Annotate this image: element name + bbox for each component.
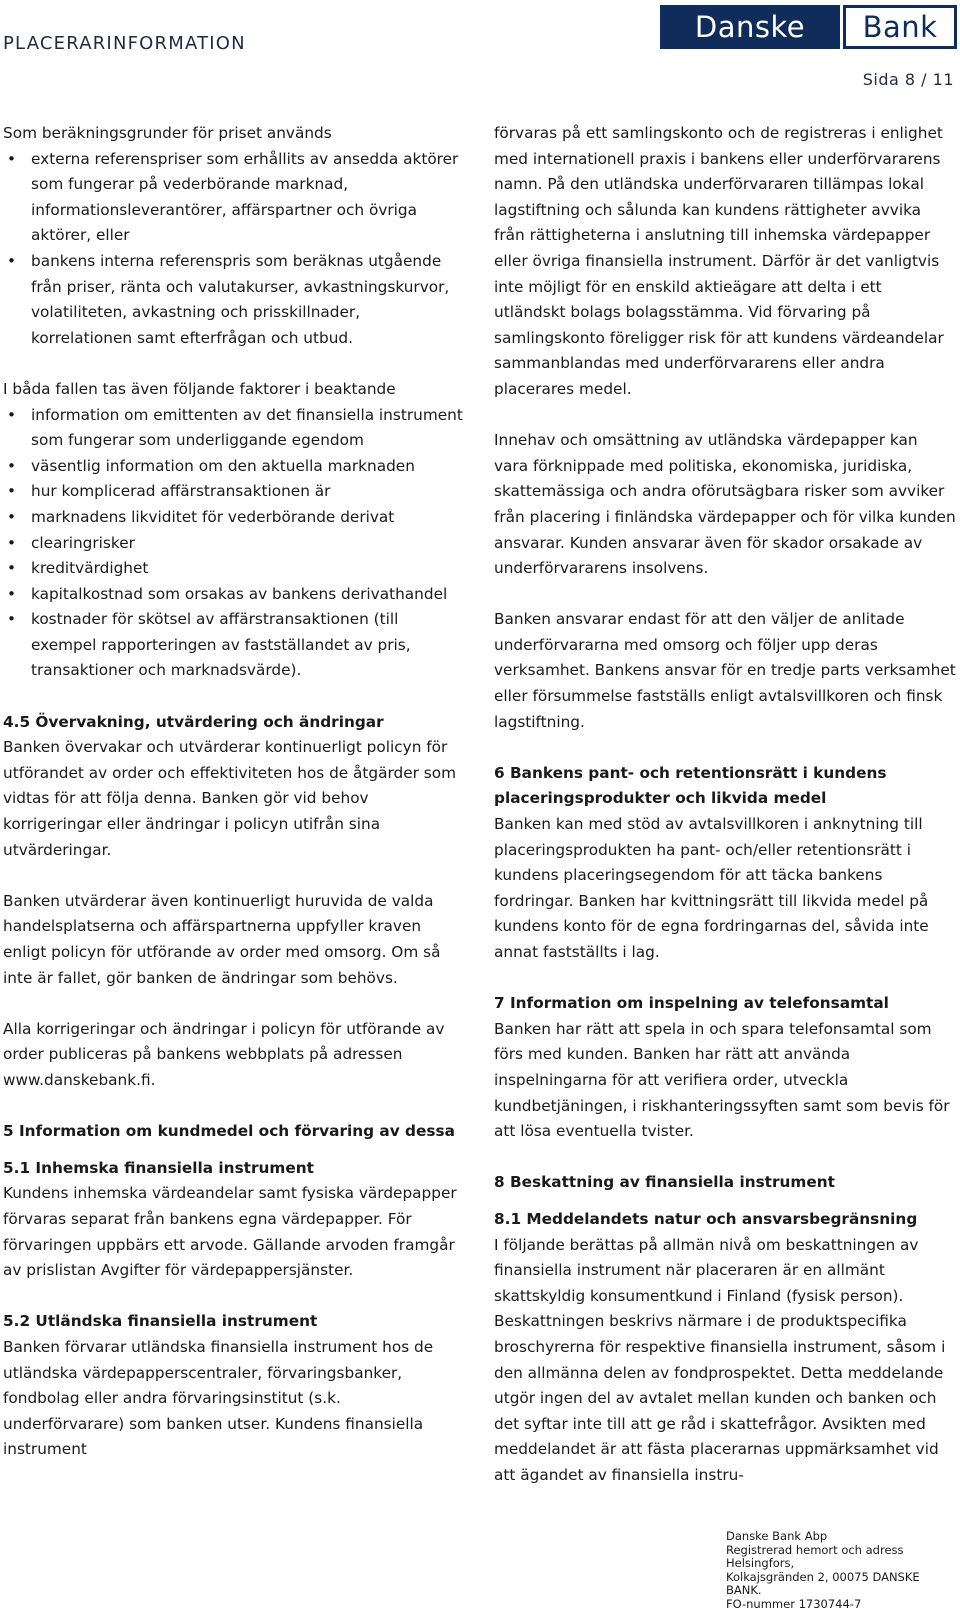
logo-left-block: Danske — [660, 5, 840, 49]
list-item: • hur komplicerad affärstransaktionen är — [3, 479, 465, 505]
list-price-basis — [3, 147, 465, 352]
paragraph-7: Banken har rätt att spela in och spara telefonsamtal som förs med kunden. Banken har rätt att använda inspelningarna för att verifiera order, utveckla kundbetjäningen, i riskhanteringssyften samt som bevis för att lösa eventuella tvister. — [494, 1017, 956, 1145]
paragraph-bank-liability: Banken ansvarar endast för att den väljer de anlitade underförvararna med omsorg och följer upp deras verksamhet. Bankens ansvar för en tredje parts verksamhet eller försummelse fastställs enligt avtalsvillkoren och finsk lagstiftning. — [494, 607, 956, 735]
list-item: • marknadens likviditet för vederbörande derivat — [3, 505, 465, 531]
heading-4-5: 4.5 Övervakning, utvärdering och ändringar — [3, 710, 465, 736]
footer-company-info — [726, 1530, 958, 1611]
paragraph-4-5-a: Banken övervakar och utvärderar kontinuerligt policyn för utförandet av order och effektiviteten hos de åtgärder som vidtas för att följa denna. Banken gör vid behov korrigeringar eller ändringar i policyn utifrån sina utvärderingar. — [3, 735, 465, 863]
footer-line: Danske Bank Abp — [726, 1530, 958, 1544]
list-item: • kapitalkostnad som orsakas av bankens derivathandel — [3, 582, 465, 608]
list-item: • väsentlig information om den aktuella marknaden — [3, 454, 465, 480]
footer-line: Kolkajsgränden 2, 00075 DANSKE BANK. — [726, 1571, 958, 1598]
footer-line: FO-nummer 1730744-7 — [726, 1598, 958, 1611]
list-item: • kreditvärdighet — [3, 556, 465, 582]
paragraph-custody: förvaras på ett samlingskonto och de registreras i enlighet med internationell praxis i bankens eller underförvararens namn. På den utländska underförvararen tillämpas lokal lagstiftning och sålunda kan kundens rättigheter avvika från rättigheterna i anslutning till inhemska värdepapper eller övriga finansiella instrument. Därför är det vanligtvis inte möjligt för en enskild aktieägare att delta i ett utländskt bolags bolagsstämma. Vid förvaring på samlingskonto föreligger risk för att kundens värdeandelar sammanblandas med underförvararens eller andra placerares medel. — [494, 121, 956, 403]
list-item: • externa referenspriser som erhållits av ansedda aktörer som fungerar på vederbörande marknad, informationsleverantörer, affärspartner och övriga aktörer, eller — [3, 147, 465, 249]
paragraph-5-2: Banken förvarar utländska finansiella instrument hos de utländska värdepapperscentraler, förvaringsbanker, fondbolag eller andra förvaringsinstitut (s.k. underförvarare) som banken utser. Kundens finansiella instrument — [3, 1335, 465, 1463]
paragraph-8-1: I följande berättas på allmän nivå om beskattningen av finansiella instrument när placeraren är en allmänt skattskyldig konsumentkund i Finland (fysisk person). Beskattningen beskrivs närmare i de produktspecifika broschyrerna för respektive finansiella instrument, såsom i den allmänna delen av fondprospektet. Detta meddelande utgör ingen del av avtalet mellan kunden och banken och det syftar inte till att ge råd i skattefrågor. Avsikten med meddelandet är att fästa placerarnas uppmärksamhet vid att ägandet av finansiella instru- — [494, 1233, 956, 1489]
heading-7: 7 Information om inspelning av telefonsamtal — [494, 991, 956, 1017]
footer-line: Registrerad hemort och adress Helsingfors, — [726, 1544, 958, 1571]
paragraph-5-1: Kundens inhemska värdeandelar samt fysiska värdepapper förvaras separat från bankens egna värdepapper. För förvaringen uppbärs ett arvode. Gällande arvoden framgår av prislistan Avgifter för värdepappersjänster. — [3, 1181, 465, 1283]
danske-bank-logo — [660, 5, 957, 49]
list-factors — [3, 403, 465, 685]
heading-8-1: 8.1 Meddelandets natur och ansvarsbegränsning — [494, 1207, 956, 1233]
right-column — [494, 121, 956, 1488]
heading-5: 5 Information om kundmedel och förvaring av dessa — [3, 1119, 465, 1145]
page-number: Sida 8 / 11 — [863, 70, 954, 89]
logo-right-block: Bank — [843, 5, 957, 49]
left-column — [3, 121, 465, 1463]
list-item: • clearingrisker — [3, 531, 465, 557]
paragraph-4-5-c: Alla korrigeringar och ändringar i policyn för utförande av order publiceras på bankens webbplats på adressen www.danskebank.fi. — [3, 1017, 465, 1094]
list-item: • information om emittenten av det finansiella instrument som fungerar som underliggande egendom — [3, 403, 465, 454]
heading-6: 6 Bankens pant- och retentionsrätt i kundens placeringsprodukter och likvida medel — [494, 761, 956, 812]
paragraph-price-basis: Som beräkningsgrunder för priset används — [3, 121, 465, 147]
paragraph-4-5-b: Banken utvärderar även kontinuerligt huruvida de valda handelsplatserna och affärspartnerna uppfyller kraven enligt policyn för utförande av order med omsorg. Om så inte är fallet, gör banken de ändringar som behövs. — [3, 889, 465, 991]
heading-5-2: 5.2 Utländska finansiella instrument — [3, 1309, 465, 1335]
heading-5-1: 5.1 Inhemska finansiella instrument — [3, 1156, 465, 1182]
paragraph-factors: I båda fallen tas även följande faktorer i beaktande — [3, 377, 465, 403]
heading-8: 8 Beskattning av finansiella instrument — [494, 1170, 956, 1196]
paragraph-6: Banken kan med stöd av avtalsvillkoren i anknytning till placeringsprodukten ha pant- och/eller retentionsrätt i kundens placeringsegendom för att täcka bankens fordringar. Banken har kvittningsrätt till likvida medel på kundens konto för de egna fordringarnas del, såvida inte annat fastställts i lag. — [494, 812, 956, 966]
paragraph-foreign-risks: Innehav och omsättning av utländska värdepapper kan vara förknippade med politiska, ekonomiska, juridiska, skattemässiga och andra oförutsägbara risker som avviker från placering i finländska värdepapper och för vilka kunden ansvarar. Kunden ansvarar även för skador orsakade av underförvararens insolvens. — [494, 428, 956, 582]
list-item: • kostnader för skötsel av affärstransaktionen (till exempel rapporteringen av fastställandet av pris, transaktioner och marknadsvärde). — [3, 607, 465, 684]
document-title: PLACERARINFORMATION — [3, 33, 246, 54]
list-item: • bankens interna referenspris som beräknas utgående från priser, ränta och valutakurser, avkastningskurvor, volatiliteten, avkastning och prisskillnader, korrelationen samt efterfrågan och utbud. — [3, 249, 465, 351]
